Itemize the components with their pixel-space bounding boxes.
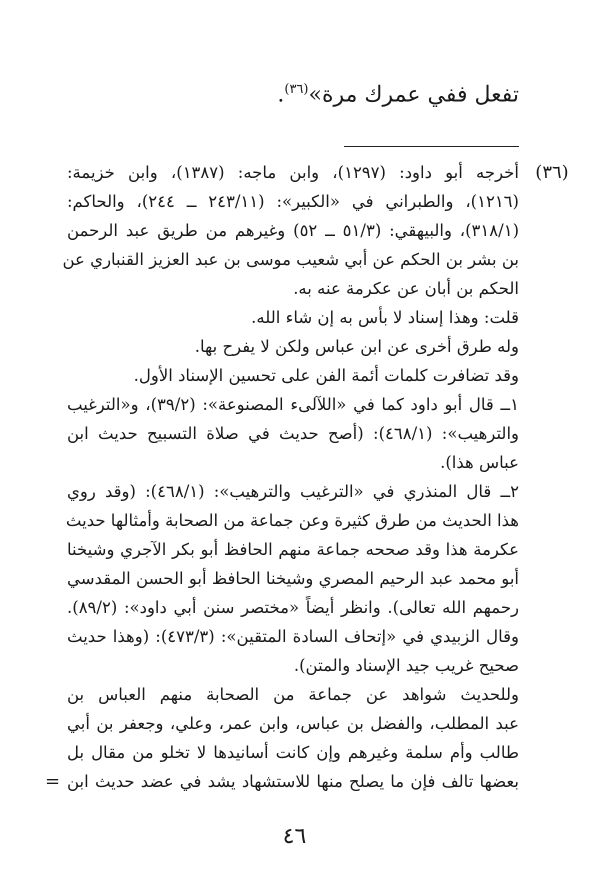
- footnote-line: بن بشر بن الحكم عن أبي شعيب موسى بن عبد العزيز القنباري عن: [62, 250, 519, 269]
- footnote-block: [45, 158, 569, 796]
- footnote-lines: [45, 158, 520, 796]
- footnote-line: (٣١٨/١)، والبيهقي: (٥١/٣ ــ ٥٢) وغيرهم من طريق عبد الرحمن: [67, 221, 519, 240]
- footnote-line: أبو محمد عبد الرحيم المصري وشيخنا الحافظ أبو الحسن المقدسي: [67, 569, 519, 588]
- footnote-line: والترهيب»: (٤٦٨/١): (أصح حديث في صلاة التسبيح حديث ابن: [67, 424, 520, 443]
- footnote-line: وقال الزبيدي في «إتحاف السادة المتقين»: (٤٧٣/٣): (وهذا حديث: [67, 627, 519, 646]
- footnote-separator: [344, 146, 519, 147]
- footnote-line: الحكم بن أبان عن عكرمة عنه به.: [293, 279, 519, 298]
- footnote-line: رحمهم الله تعالى). وانظر أيضاً «مختصر سنن أبي داود»: (٨٩/٢).: [67, 598, 519, 617]
- footnote-line: أخرجه أبو داود: (١٢٩٧)، وابن ماجه: (١٣٨٧)، وابن خزيمة:: [67, 163, 519, 182]
- footnote-line: (١٢١٦)، والطبراني في «الكبير»: (٢٤٣/١١ ــ ٢٤٤)، والحاكم:: [67, 192, 519, 211]
- footnote-line: وله طرق أخرى عن ابن عباس ولكن لا يفرح بها.: [194, 337, 519, 356]
- footnote-number: (٣٦): [535, 162, 569, 183]
- footnote-line: صحيح غريب جيد الإسناد والمتن).: [293, 656, 519, 675]
- footnote-line: عبد المطلب، والفضل بن عباس، وابن عمر، وعلي، وجعفر بن أبي: [67, 714, 519, 733]
- footnote-line: ٢ــ قال المنذري في «الترغيب والترهيب»: (٤٦٨/١): (وقد روي: [67, 482, 520, 501]
- main-text-end: .: [277, 82, 285, 108]
- footnote-line: وللحديث شواهد عن جماعة من الصحابة منهم العباس بن: [67, 685, 519, 704]
- footnote-line: عكرمة هذا وقد صححه جماعة منهم الحافظ أبو بكر الآجري وشيخنا: [67, 540, 519, 559]
- continuation-mark: =: [45, 771, 61, 792]
- footnote-line: عباس هذا).: [440, 453, 519, 472]
- footnote-line-text: بعضها تالف فإن ما يصلح منها للاستشهاد يشد في عضد حديث ابن: [67, 772, 519, 791]
- page-number: ٤٦: [282, 824, 307, 849]
- footnote-line-last: [45, 767, 519, 796]
- main-text-line: [277, 74, 519, 111]
- footnote-line: قلت: وهذا إسناد لا بأس به إن شاء الله.: [251, 308, 519, 327]
- footnote-reference: (٣٦): [284, 82, 309, 97]
- main-text: تفعل ففي عمرك مرة»: [308, 82, 519, 108]
- footnote-line: وقد تضافرت كلمات أئمة الفن على تحسين الإسناد الأول.: [133, 366, 519, 385]
- footnote-line: ١ــ قال أبو داود كما في «اللآلىء المصنوعة»: (٣٩/٢)، و«الترغيب: [67, 395, 520, 414]
- footnote-line: هذا الحديث من طرق كثيرة وعن جماعة من الصحابة وأمثالها حديث: [65, 511, 519, 530]
- footnote-line: طالب وأم سلمة وغيرهم وإن كانت أسانيدها لا تخلو من مقال بل: [67, 743, 519, 762]
